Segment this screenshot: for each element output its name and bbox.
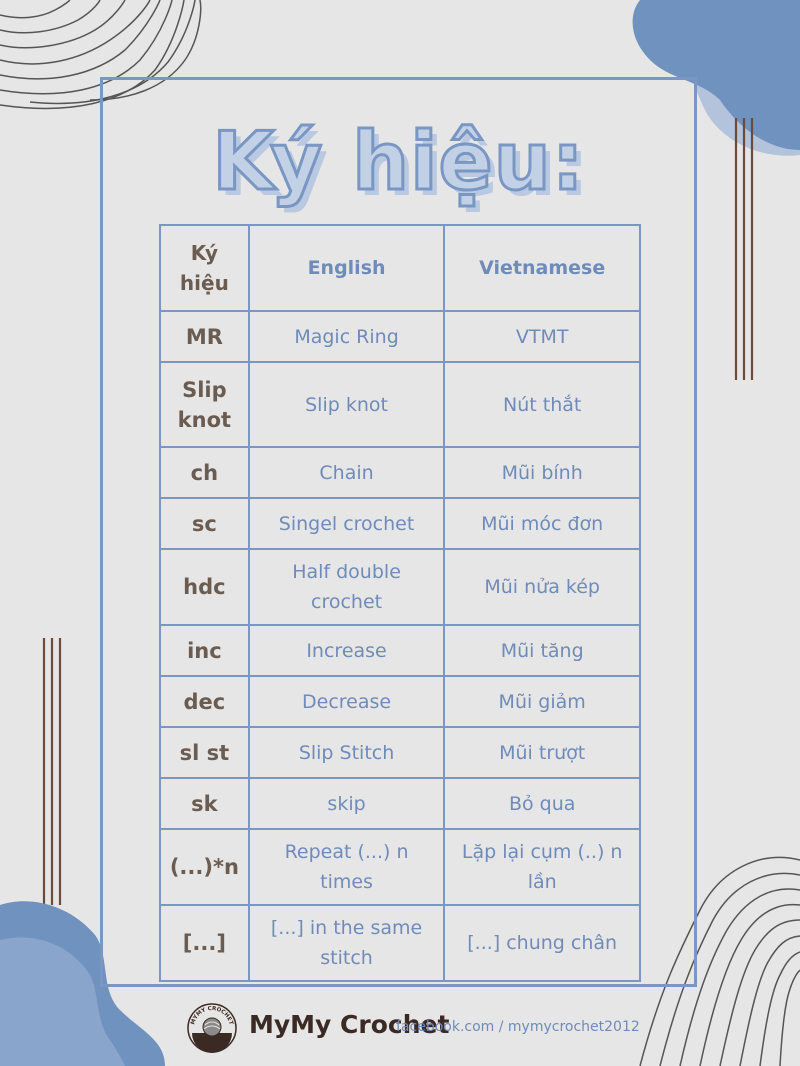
vietnamese-cell: Mũi tăng [444, 625, 640, 676]
english-cell: Magic Ring [249, 311, 445, 362]
vietnamese-cell: Mũi nửa kép [444, 549, 640, 625]
table-row [160, 311, 640, 362]
vietnamese-cell: VTMT [444, 311, 640, 362]
english-cell: Slip Stitch [249, 727, 445, 778]
english-cell: Singel crochet [249, 498, 445, 549]
symbol-cell: [...] [160, 905, 249, 981]
lines-left [44, 638, 60, 905]
symbol-cell: dec [160, 676, 249, 727]
table-row [160, 727, 640, 778]
english-cell: Slip knot [249, 362, 445, 447]
vietnamese-cell: Mũi móc đơn [444, 498, 640, 549]
table-row [160, 498, 640, 549]
symbol-cell: Slip knot [160, 362, 249, 447]
vietnamese-cell: [...] chung chân [444, 905, 640, 981]
english-cell: Half double crochet [249, 549, 445, 625]
english-cell: Increase [249, 625, 445, 676]
logo-text: MYMY CROCHET [190, 1005, 234, 1026]
table-row [160, 447, 640, 498]
table-row [160, 778, 640, 829]
header-vietnamese: Vietnamese [444, 225, 640, 311]
vietnamese-cell: Bỏ qua [444, 778, 640, 829]
header-symbol: Ký hiệu [160, 225, 249, 311]
vietnamese-cell: Lặp lại cụm (..) n lần [444, 829, 640, 905]
vietnamese-cell: Nút thắt [444, 362, 640, 447]
english-cell: Repeat (...) n times [249, 829, 445, 905]
table-row [160, 625, 640, 676]
table-row [160, 905, 640, 981]
english-cell: Decrease [249, 676, 445, 727]
vietnamese-cell: Mũi bính [444, 447, 640, 498]
english-cell: Chain [249, 447, 445, 498]
symbol-cell: hdc [160, 549, 249, 625]
symbol-cell: sl st [160, 727, 249, 778]
table-header-row [160, 225, 640, 311]
symbol-cell: inc [160, 625, 249, 676]
symbol-cell: sc [160, 498, 249, 549]
table-row [160, 829, 640, 905]
stitch-legend-table [159, 224, 641, 982]
table-row [160, 549, 640, 625]
symbol-cell: ch [160, 447, 249, 498]
symbol-cell: (...)*n [160, 829, 249, 905]
symbol-cell: MR [160, 311, 249, 362]
vietnamese-cell: Mũi trượt [444, 727, 640, 778]
table-row [160, 362, 640, 447]
symbol-cell: sk [160, 778, 249, 829]
lines-right [736, 118, 752, 380]
page-title: Ký hiệu: [212, 115, 585, 208]
facebook-link[interactable]: facebook.com / mymycrochet2012 [396, 1019, 640, 1035]
brand-name: MyMy Crochet [249, 1010, 450, 1039]
english-cell: skip [249, 778, 445, 829]
vietnamese-cell: Mũi giảm [444, 676, 640, 727]
header-english: English [249, 225, 445, 311]
brand-logo [187, 1003, 237, 1053]
english-cell: [...] in the same stitch [249, 905, 445, 981]
table-row [160, 676, 640, 727]
